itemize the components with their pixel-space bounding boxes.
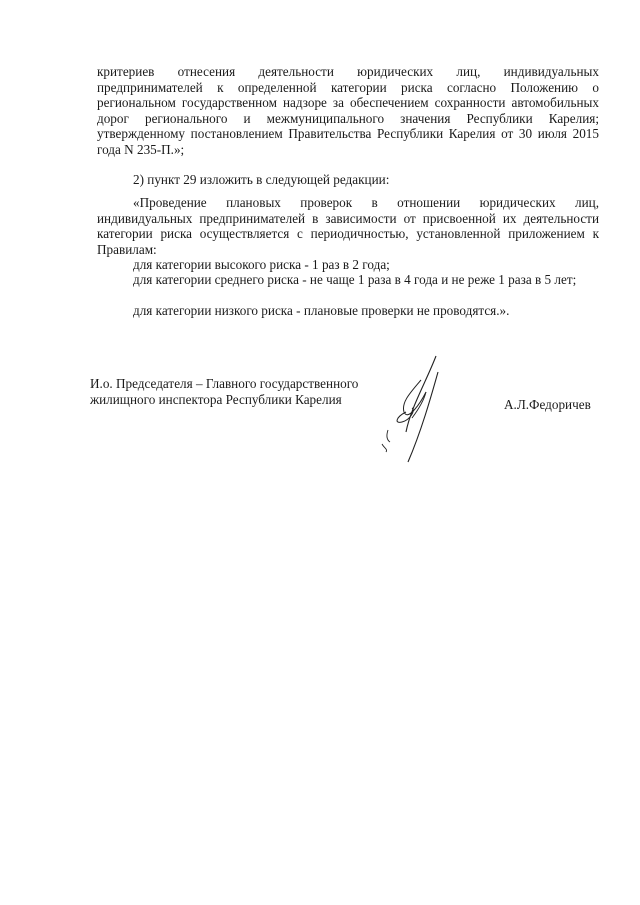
signatory-position (90, 376, 390, 408)
quote-paragraph: «Проведение плановых проверок в отношении юридических лиц, индивидуальных предпринимателей в зависимости от присвоенной их деятельности категории риска осуществляется с периодичностью, установленной приложением к Правилам: (97, 195, 599, 257)
item-29-heading: 2) пункт 29 изложить в следующей редакции: (133, 172, 390, 187)
medium-risk-line: для категории среднего риска - не чаще 1 раза в 4 года и не реже 1 раза в 5 лет; (133, 272, 577, 287)
high-risk-line: для категории высокого риска - 1 раз в 2 года; (133, 257, 390, 272)
position-line-2: жилищного инспектора Республики Карелия (90, 392, 342, 407)
low-risk-line: для категории низкого риска - плановые проверки не проводятся.». (133, 303, 510, 318)
paragraph-criteria: критериев отнесения деятельности юридических лиц, индивидуальных предпринимателей к определенной категории риска согласно Положению о региональном государственном надзоре за обеспечением сохранности автомобильных дорог регионального и межмуниципального значения Республики Карелия; утвержденному постановлением Правительства Республики Карелия от 30 июля 2015 года N 235-П.»; (97, 64, 599, 157)
handwritten-signature (366, 352, 466, 467)
position-line-1: И.о. Председателя – Главного государственного (90, 376, 359, 391)
signatory-name: А.Л.Федоричев (504, 397, 591, 412)
